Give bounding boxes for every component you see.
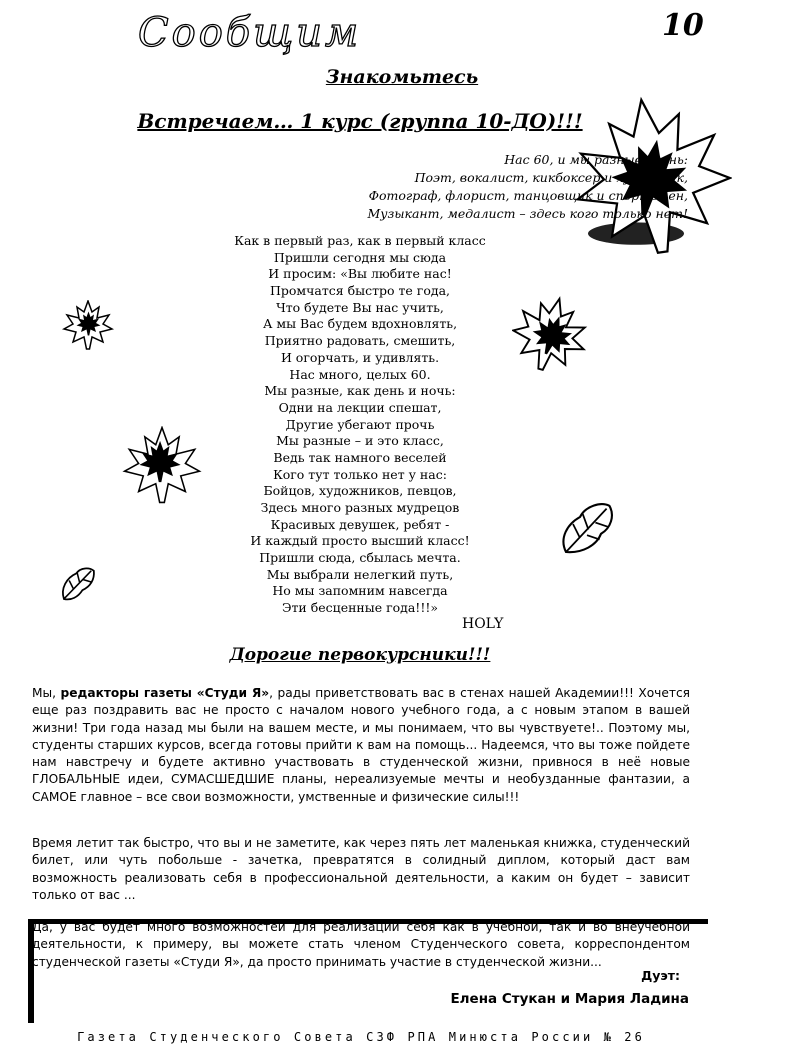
poem-line: И огорчать, и удивлять. — [280, 349, 440, 365]
letter-heading: Дорогие первокурсники!!! — [229, 645, 491, 665]
intro-line: Нас 60, и мы разные очень: — [504, 152, 688, 167]
letter-paragraph: Время летит так быстро, что вы и не заметите, как через пять лет маленькая книжка, студенческий билет, или чуть побольше - зачетка, превратятся в солидный диплом, который даст вам возможность реализовать себя в профессиональной деятельности, а каким он будет – зависит только от вас ... — [32, 836, 690, 902]
poem-line: Мы выбрали нелегкий путь, — [266, 566, 454, 582]
poem-line: Эти бесценные года!!!» — [281, 600, 439, 616]
poem-line: Пришли сегодня мы сюда — [273, 249, 447, 265]
intro-verse — [367, 151, 688, 223]
poem-line: Пришли сюда, сбылась мечта. — [259, 550, 461, 566]
duet-label: Дуэт: — [641, 968, 680, 983]
authors-signature: Елена Стукан и Мария Ладина — [450, 991, 689, 1007]
poem-signature: HOLY — [462, 616, 504, 632]
poem — [0, 233, 720, 617]
poem-line: Что будете Вы нас учить, — [276, 299, 444, 315]
poem-line: А мы Вас будем вдохновлять, — [262, 316, 458, 332]
newspaper-editors-text: редакторы газеты «Студи Я» — [60, 686, 270, 700]
poem-line: Нас много, целых 60. — [289, 366, 431, 382]
poem-line: Бойцов, художников, певцов, — [263, 483, 457, 499]
page-number: 10 — [662, 8, 704, 43]
letter-paragraph: Да, у вас будет много возможностей для реализации себя как в учебной, так и во внеучебной деятельности, к примеру, вы можете стать членом Студенческого совета, корреспондентом студенческой газеты «Студи Я», да просто принимать участие в студенческой жизни... — [32, 920, 690, 969]
article-title: Встречаем… 1 курс (группа 10-ДО)!!! — [137, 109, 583, 133]
poem-line: Другие убегают прочь — [285, 416, 435, 432]
poem-line: Но мы запомним навсегда — [272, 583, 448, 599]
paragraph-text: , рады приветствовать вас в стенах нашей Академии!!! Хочется еще раз поздравить вас не просто с началом нового учебного года, а с новым этапом в вашей жизни! Три года назад мы были на вашем месте, и мы понимаем, что вы чувствуете!.. Поэтому мы, студенты старших курсов, всегда готовы прийти к вам на помощь... Надеемся, что вы тоже пойдете нам навстречу и будете активно участвовать в студенческой жизни, привнося в неё новые ГЛОБАЛЬНЫЕ идеи, СУМАСШЕДШИЕ планы, нереализуемые мечты и необузданные фантазии, а САМОЕ главное – все свои возможности, умственные и физические силы!!! — [32, 686, 691, 804]
intro-line: Музыкант, медалист – здесь кого только нет! — [367, 206, 688, 221]
poem-line: Ведь так намного веселей — [273, 449, 447, 465]
poem-line: Здесь много разных мудрецов — [260, 500, 460, 515]
poem-line: Приятно радовать, смешить, — [264, 333, 456, 349]
section-heading: Знакомьтесь — [325, 66, 479, 88]
poem-line: Промчатся быстро те года, — [269, 283, 451, 299]
poem-line: Кого тут только нет у нас: — [273, 466, 447, 482]
poem-line: Красивых девушек, ребят - — [270, 516, 450, 532]
section-logo: Сообщим — [138, 10, 362, 56]
paragraph-text: Мы, — [32, 686, 61, 700]
poem-line: Мы разные, как день и ночь: — [264, 383, 456, 399]
poem-line: И каждый просто высший класс! — [250, 533, 470, 549]
intro-line: Фотограф, флорист, танцовщик и спортсмен, — [368, 188, 688, 203]
poem-line: Одни на лекции спешат, — [278, 399, 442, 415]
poem-line: Мы разные – и это класс, — [276, 433, 444, 449]
letter-paragraph — [32, 685, 690, 806]
poem-line: И просим: «Вы любите нас! — [268, 266, 452, 282]
poem-line: Как в первый раз, как в первый класс — [234, 233, 486, 248]
page-footer: Газета Студенческого Совета СЗФ РПА Минюста России № 26 — [77, 1030, 645, 1044]
intro-line: Поэт, вокалист, кикбоксер и художник, — [414, 170, 688, 185]
